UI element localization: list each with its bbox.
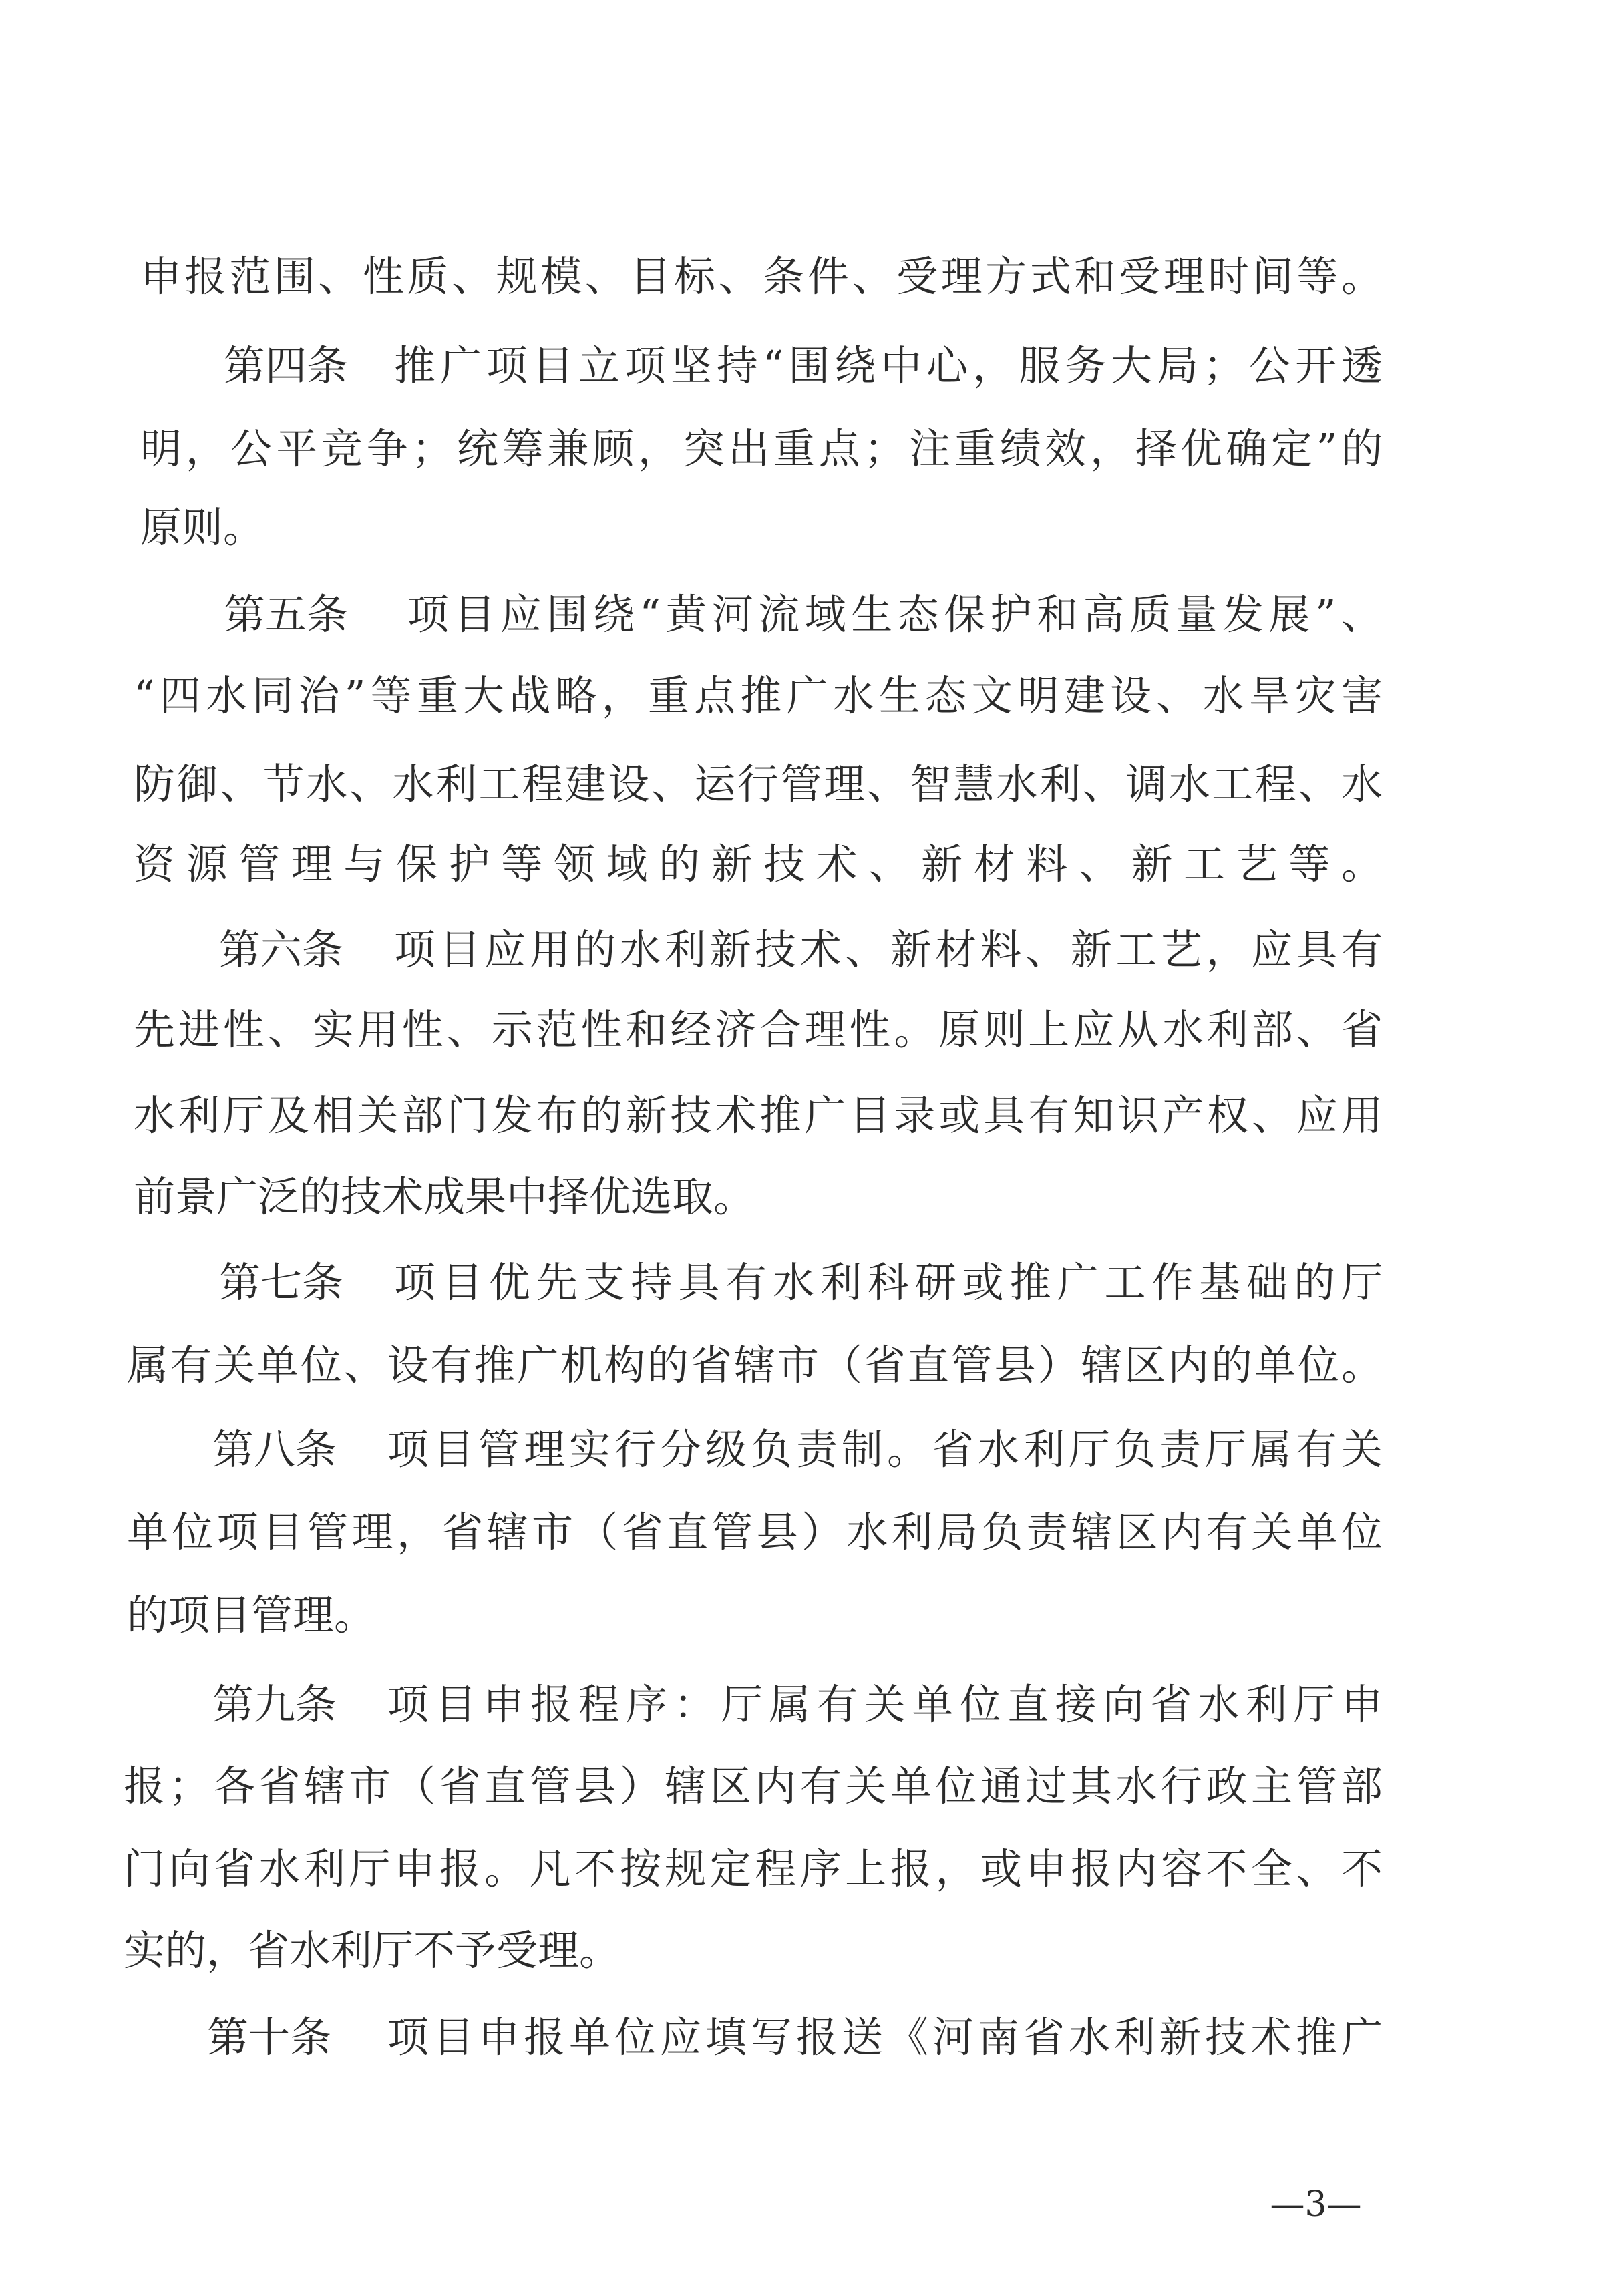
text-line <box>0 1170 1609 1224</box>
text-line <box>0 588 1609 641</box>
text-line <box>0 1003 1609 1057</box>
text-line <box>0 1924 1609 1977</box>
body-text: 报；各省辖市（省直管县）辖区内有关单位通过其水行政主管部 <box>124 1762 1387 1810</box>
body-text: 前景广泛的技术成果中择优选取。 <box>134 1172 755 1221</box>
text-line <box>0 1589 1609 1642</box>
article-number: 第八条 <box>212 1425 337 1474</box>
article-number: 第九条 <box>212 1680 337 1729</box>
body-text: 原则。 <box>140 503 265 552</box>
body-text: 先进性、实用性、示范性和经济合理性。原则上应从水利部、省 <box>134 1005 1386 1054</box>
text-line <box>0 1678 1609 1732</box>
text-line <box>0 838 1609 891</box>
body-text: 防御、节水、水利工程建设、运行管理、智慧水利、调水工程、水 <box>134 760 1385 808</box>
body-text: 项目优先支持具有水利科研或推广工作基础的厅 <box>394 1258 1389 1307</box>
body-text: 推广项目立项坚持“围绕中心，服务大局；公开透 <box>394 341 1387 390</box>
text-line <box>0 1339 1609 1392</box>
body-text: 项目应用的水利新技术、新材料、新工艺，应具有 <box>394 925 1387 974</box>
body-text: 水利厅及相关部门发布的新技术推广目录或具有知识产权、应用 <box>134 1091 1386 1140</box>
body-text: 项目管理实行分级负责制。省水利厅负责厅属有关 <box>387 1425 1387 1474</box>
body-text: 单位项目管理，省辖市（省直管县）水利局负责辖区内有关单位 <box>127 1508 1387 1556</box>
body-text: 申报范围、性质、规模、目标、条件、受理方式和受理时间等。 <box>140 252 1386 301</box>
page-number: —3— <box>1270 2184 1362 2225</box>
article-number: 第五条 <box>224 590 349 639</box>
body-text: 项目申报单位应填写报送《河南省水利新技术推广 <box>387 2013 1387 2062</box>
article-number: 第十条 <box>207 2013 332 2062</box>
article-number: 第四条 <box>224 341 349 390</box>
text-line <box>0 422 1609 476</box>
text-line <box>0 339 1609 393</box>
text-line <box>0 1423 1609 1476</box>
body-text: 门向省水利厅申报。凡不按规定程序上报，或申报内容不全、不 <box>124 1844 1387 1893</box>
text-line <box>0 923 1609 977</box>
body-text: 项目应围绕“黄河流域生态保护和高质量发展”、 <box>407 590 1388 639</box>
text-line <box>0 1760 1609 1813</box>
body-text: 属有关单位、设有推广机构的省辖市（省直管县）辖区内的单位。 <box>127 1341 1385 1389</box>
text-line <box>0 669 1609 723</box>
body-text: 项目申报程序：厅属有关单位直接向省水利厅申 <box>387 1680 1389 1729</box>
text-line <box>0 1089 1609 1142</box>
text-line <box>0 250 1609 303</box>
text-line <box>0 1842 1609 1896</box>
body-text: “四水同治”等重大战略，重点推广水生态文明建设、水旱灾害 <box>134 671 1388 720</box>
text-line <box>0 1256 1609 1309</box>
body-text: 明，公平竞争；统筹兼顾，突出重点；注重绩效，择优确定”的 <box>140 424 1387 473</box>
text-line <box>0 501 1609 554</box>
text-line <box>0 758 1609 811</box>
body-text: 的项目管理。 <box>127 1591 376 1639</box>
article-number: 第六条 <box>219 925 344 974</box>
article-number: 第七条 <box>219 1258 344 1307</box>
text-line <box>0 1506 1609 1559</box>
text-line <box>0 2011 1609 2064</box>
body-text: 实的，省水利厅不予受理。 <box>124 1926 621 1975</box>
body-text: 资源管理与保护等领域的新技术、新材料、新工艺等。 <box>134 840 1394 888</box>
